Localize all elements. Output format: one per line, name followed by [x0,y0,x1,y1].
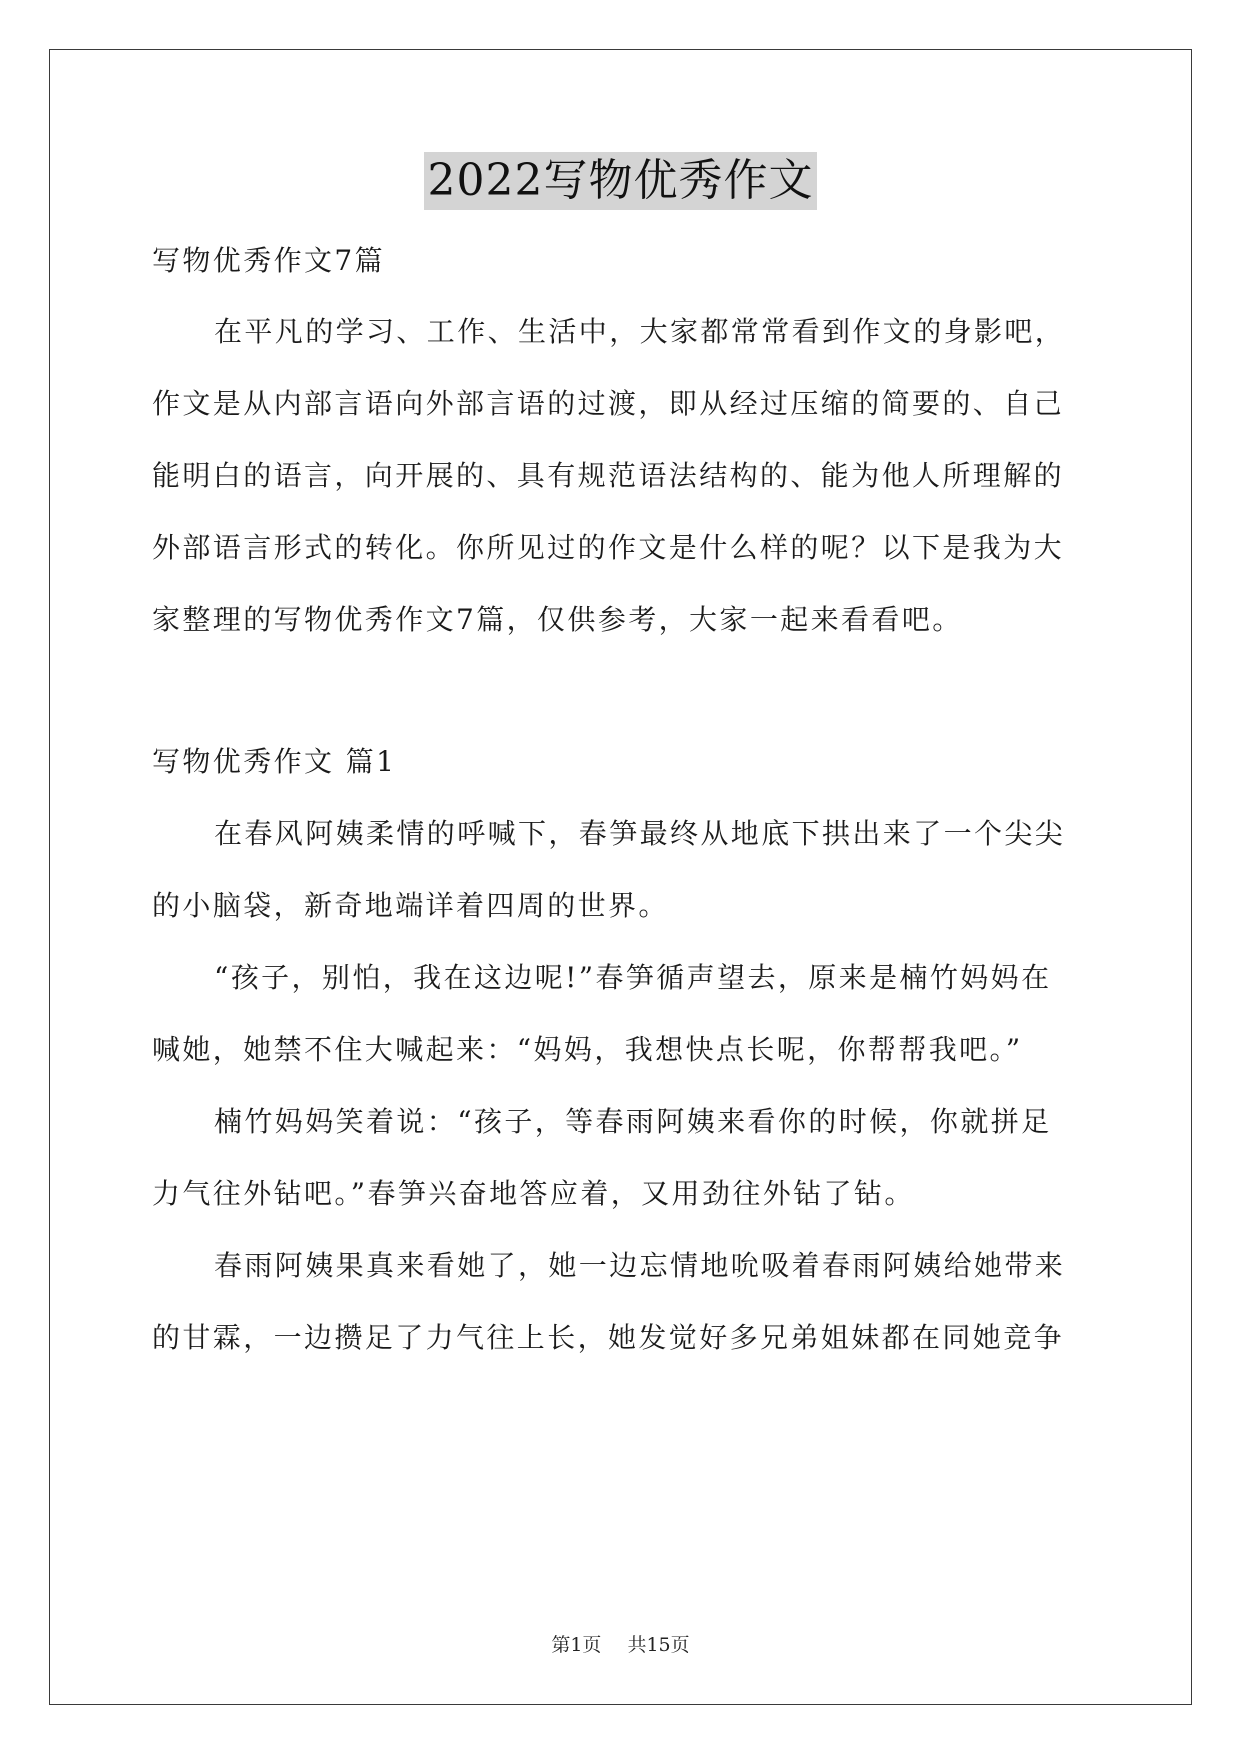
body-line: 喊她，她禁不住大喊起来：“妈妈，我想快点长呢，你帮帮我吧。” [152,1033,1023,1066]
document-title: 2022写物优秀作文 [424,152,818,210]
body-line: “孩子，别怕，我在这边呢!”春笋循声望去，原来是楠竹妈妈在 [214,961,1052,994]
body-line: 楠竹妈妈笑着说：“孩子，等春雨阿姨来看你的时候，你就拼足 [214,1105,1052,1138]
page-number: 第1页 [551,1634,602,1656]
body-line: 的甘霖，一边攒足了力气往上长，她发觉好多兄弟姐妹都在同她竞争 [152,1321,1065,1354]
intro-line: 能明白的语言，向开展的、具有规范语法结构的、能为他人所理解的 [152,459,1065,492]
body-line: 的小脑袋，新奇地端详着四周的世界。 [152,889,669,922]
intro-line: 外部语言形式的转化。你所见过的作文是什么样的呢？以下是我为大 [152,531,1065,564]
intro-line: 在平凡的学习、工作、生活中，大家都常常看到作文的身影吧， [214,315,1066,348]
page-total: 共15页 [627,1634,690,1656]
body-line: 力气往外钻吧。”春笋兴奋地答应着，又用劲往外钻了钻。 [152,1177,915,1210]
intro-line: 作文是从内部言语向外部言语的过渡，即从经过压缩的简要的、自己 [152,387,1065,420]
body-line: 春雨阿姨果真来看她了，她一边忘情地吮吸着春雨阿姨给她带来 [214,1249,1066,1282]
body-line: 在春风阿姨柔情的呼喊下，春笋最终从地底下拱出来了一个尖尖 [214,817,1066,850]
section-heading: 写物优秀作文 篇1 [152,745,397,778]
subtitle: 写物优秀作文7篇 [152,244,386,277]
page-frame [49,49,1192,1705]
intro-line: 家整理的写物优秀作文7篇，仅供参考，大家一起来看看吧。 [152,603,963,636]
page-footer [0,1630,1241,1657]
title-container [0,152,1241,210]
